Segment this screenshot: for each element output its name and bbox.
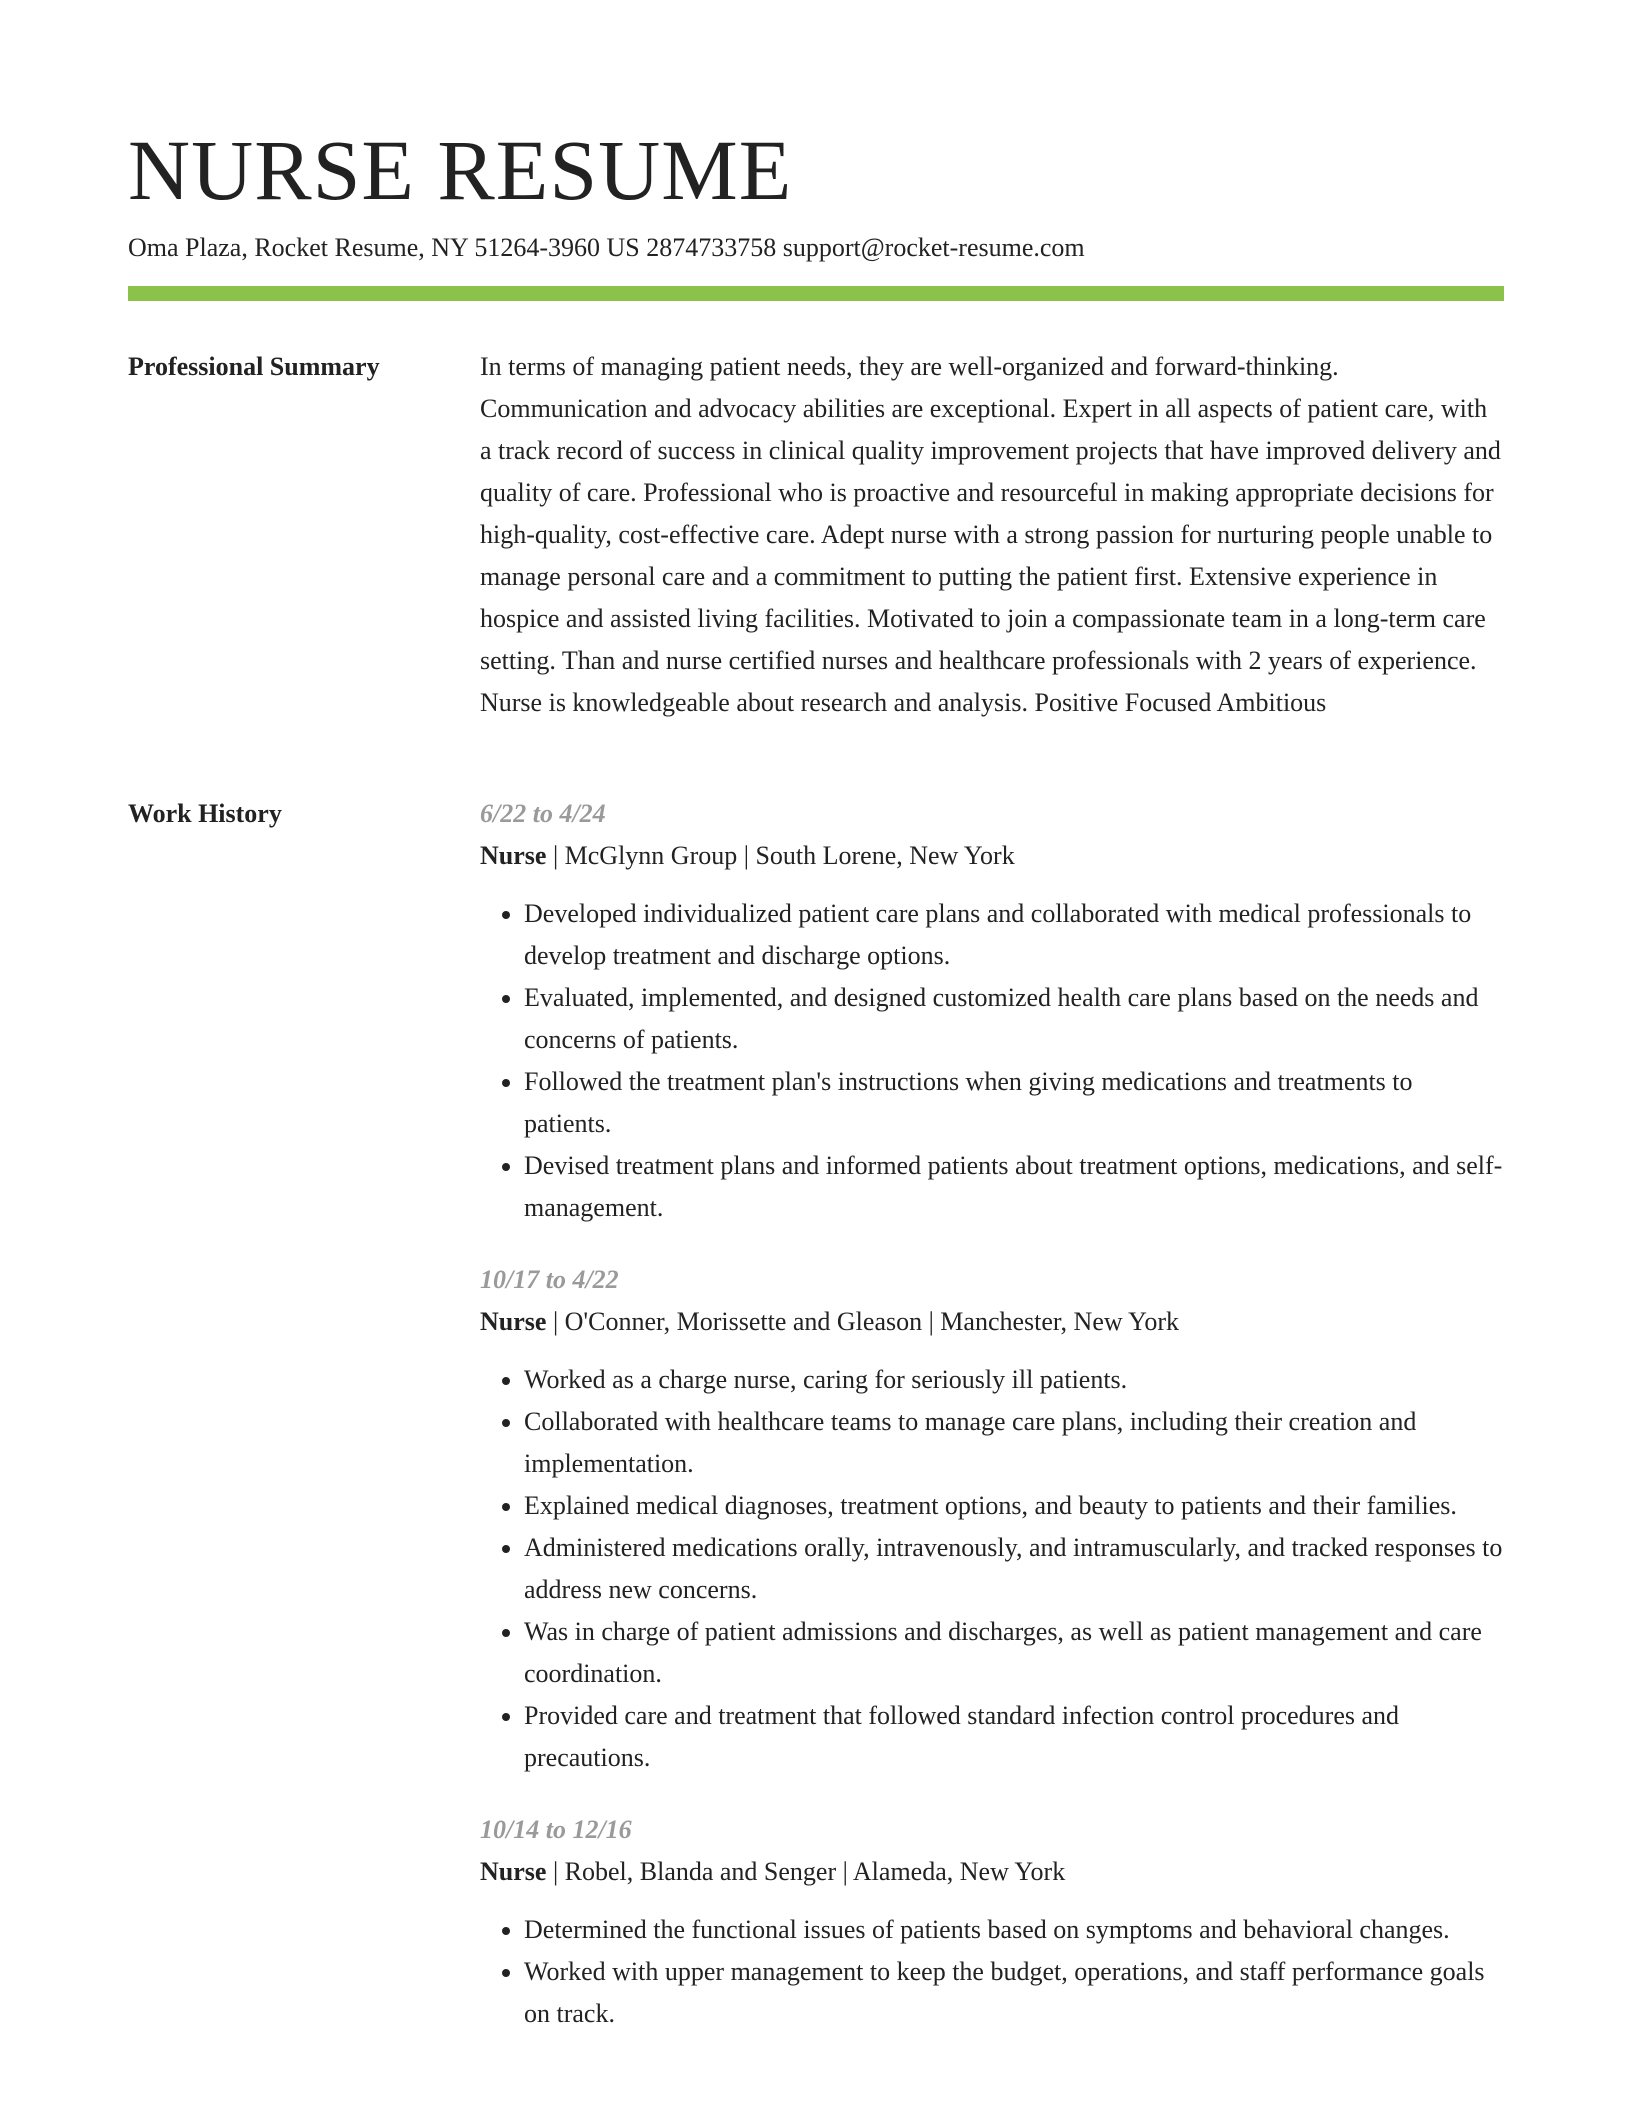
job-bullet: • Developed individualized patient care plans and collaborated with medical professionals to develop treatment and discharge options. — [524, 893, 1504, 977]
resume-title: NURSE RESUME — [128, 122, 793, 218]
job-bullet: • Explained medical diagnoses, treatment options, and beauty to patients and their families. — [524, 1485, 1504, 1527]
section-label-work-history: Work History — [128, 799, 282, 828]
job-bullet: • Determined the functional issues of patients based on symptoms and behavioral changes. — [524, 1909, 1504, 1951]
job-bullet: • Was in charge of patient admissions and discharges, as well as patient management and care coordination. — [524, 1611, 1504, 1695]
job-dates: 10/14 to 12/16 — [480, 1815, 632, 1844]
job-bullet: • Administered medications orally, intravenously, and intramuscularly, and tracked responses to address new concerns. — [524, 1527, 1504, 1611]
job-dates: 10/17 to 4/22 — [480, 1265, 619, 1294]
job-bullet: • Followed the treatment plan's instructions when giving medications and treatments to patients. — [524, 1061, 1504, 1145]
contact-info: Oma Plaza, Rocket Resume, NY 51264-3960 US 2874733758 support@rocket-resume.com — [128, 233, 1085, 262]
job-title: Nurse — [480, 1307, 547, 1336]
job-entry — [480, 793, 1504, 1229]
section-label-summary: Professional Summary — [128, 352, 380, 381]
job-bullet: • Devised treatment plans and informed patients about treatment options, medications, and self-management. — [524, 1145, 1504, 1229]
job-entry — [480, 1259, 1504, 1779]
job-entry — [480, 1809, 1504, 2035]
job-bullet: • Provided care and treatment that followed standard infection control procedures and precautions. — [524, 1695, 1504, 1779]
job-bullet: • Worked with upper management to keep the budget, operations, and staff performance goals on track. — [524, 1951, 1504, 2035]
job-bullet: • Worked as a charge nurse, caring for seriously ill patients. — [524, 1359, 1504, 1401]
job-heading — [480, 835, 1504, 877]
header-divider — [128, 286, 1504, 301]
job-employer-location: | McGlynn Group | South Lorene, New York — [546, 841, 1015, 870]
job-bullet: • Collaborated with healthcare teams to manage care plans, including their creation and implementation. — [524, 1401, 1504, 1485]
job-bullet: • Evaluated, implemented, and designed customized health care plans based on the needs and concerns of patients. — [524, 977, 1504, 1061]
job-title: Nurse — [480, 1857, 547, 1886]
job-bullet-list — [480, 1909, 1504, 2035]
summary-body — [480, 346, 1504, 724]
job-bullet-list — [480, 893, 1504, 1229]
job-employer-location: | O'Conner, Morissette and Gleason | Manchester, New York — [546, 1307, 1180, 1336]
work-history-body — [480, 793, 1504, 2065]
job-heading — [480, 1851, 1504, 1893]
summary-text: In terms of managing patient needs, they are well-organized and forward-thinking. Communication and advocacy abilities are exceptional. Expert in all aspects of patient care, with a track record of success in clinical quality improvement projects that have improved delivery and quality of care. Professional who is proactive and resourceful in making appropriate decisions for high-quality, cost-effective care. Adept nurse with a strong passion for nurturing people unable to manage personal care and a commitment to putting the patient first. Extensive experience in hospice and assisted living facilities. Motivated to join a compassionate team in a long-term care setting. Than and nurse certified nurses and healthcare professionals with 2 years of experience. Nurse is knowledgeable about research and analysis. Positive Focused Ambitious — [480, 352, 1501, 717]
job-employer-location: | Robel, Blanda and Senger | Alameda, New York — [546, 1857, 1066, 1886]
job-heading — [480, 1301, 1504, 1343]
job-bullet-list — [480, 1359, 1504, 1779]
job-dates: 6/22 to 4/24 — [480, 799, 606, 828]
job-title: Nurse — [480, 841, 547, 870]
